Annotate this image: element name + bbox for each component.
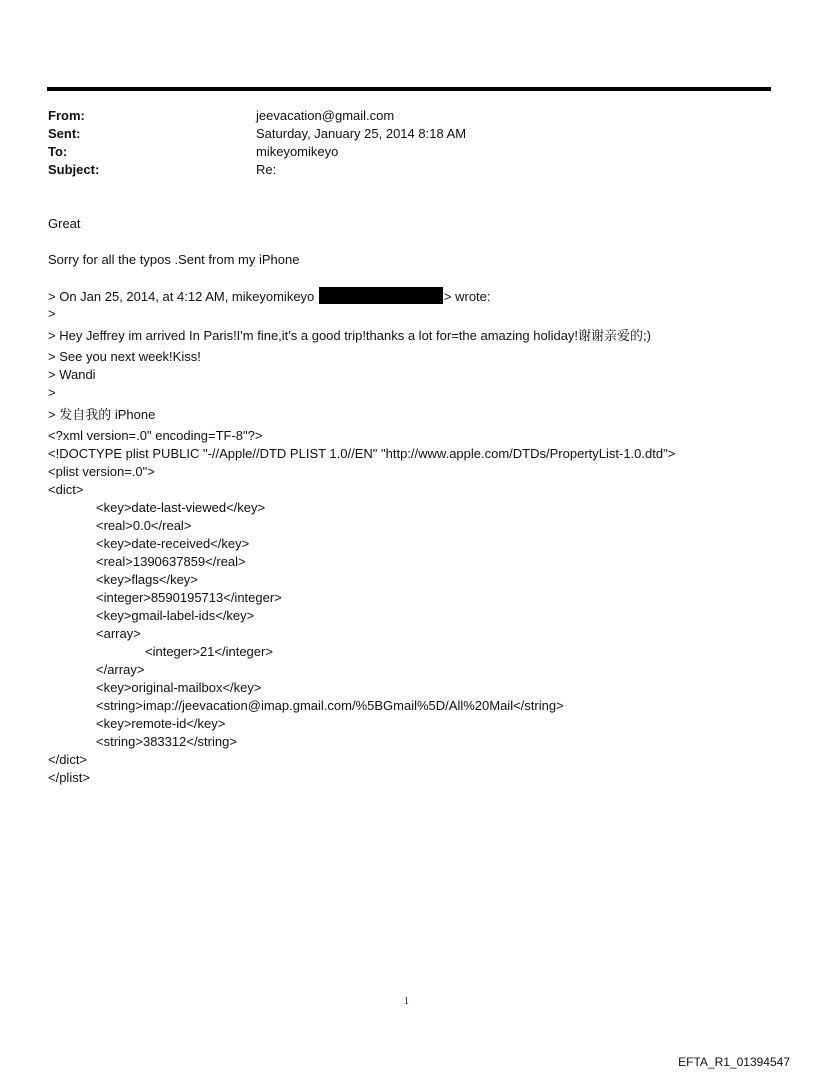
to-label: To: xyxy=(48,144,68,159)
xml-line: <real>1390637859</real> xyxy=(96,554,246,569)
subject-value: Re: xyxy=(256,162,277,177)
xml-line: <array> xyxy=(96,626,141,641)
from-value: jeevacation@gmail.com xyxy=(256,108,395,123)
xml-line: <integer>21</integer> xyxy=(145,644,273,659)
xml-line: <string>383312</string> xyxy=(96,734,237,749)
quote-attribution-suffix: > wrote: xyxy=(443,289,491,304)
redaction-box xyxy=(319,287,443,304)
xml-line: <string>imap://jeevacation@imap.gmail.com/%5BGmail%5D/All%20Mail</string> xyxy=(96,698,564,713)
xml-line: <key>gmail-label-ids</key> xyxy=(96,608,255,623)
bates-number: EFTA_R1_01394547 xyxy=(678,1055,790,1069)
to-value: mikeyomikeyo xyxy=(256,144,339,159)
quote-attribution-prefix: > On Jan 25, 2014, at 4:12 AM, mikeyomikeyo xyxy=(48,289,318,304)
quote-line: > Wandi xyxy=(48,367,96,382)
quote-line: > Hey Jeffrey im arrived In Paris!I'm fine,it's a good trip!thanks a lot for=the amazing holiday!谢谢亲爱的;) xyxy=(48,328,651,343)
quote-line: > xyxy=(48,385,56,400)
xml-line: <plist version=.0"> xyxy=(48,464,155,479)
quote-line: > 发自我的 iPhone xyxy=(48,407,156,422)
sent-value: Saturday, January 25, 2014 8:18 AM xyxy=(256,126,467,141)
xml-line: </dict> xyxy=(48,752,88,767)
xml-line: <?xml version=.0" encoding=TF-8"?> xyxy=(48,428,263,443)
xml-line: <key>original-mailbox</key> xyxy=(96,680,262,695)
xml-line: </array> xyxy=(96,662,145,677)
quote-line: > See you next week!Kiss! xyxy=(48,349,201,364)
xml-line: <key>date-received</key> xyxy=(96,536,250,551)
page-number: 1 xyxy=(404,996,409,1007)
xml-line: <key>flags</key> xyxy=(96,572,198,587)
subject-label: Subject: xyxy=(48,162,100,177)
xml-line: <key>date-last-viewed</key> xyxy=(96,500,266,515)
sent-label: Sent: xyxy=(48,126,81,141)
xml-line: <integer>8590195713</integer> xyxy=(96,590,282,605)
xml-line: </plist> xyxy=(48,770,90,785)
xml-line: <!DOCTYPE plist PUBLIC "-//Apple//DTD PLIST 1.0//EN" "http://www.apple.com/DTDs/PropertyList-1.0.dtd"> xyxy=(48,446,676,461)
xml-line: <key>remote-id</key> xyxy=(96,716,226,731)
quote-attribution xyxy=(48,287,491,306)
quote-line: > xyxy=(48,306,56,321)
from-label: From: xyxy=(48,108,85,123)
body-line: Sorry for all the typos .Sent from my iPhone xyxy=(48,252,300,267)
xml-line: <dict> xyxy=(48,482,84,497)
header-rule xyxy=(47,87,771,91)
body-line: Great xyxy=(48,216,81,231)
xml-line: <real>0.0</real> xyxy=(96,518,192,533)
